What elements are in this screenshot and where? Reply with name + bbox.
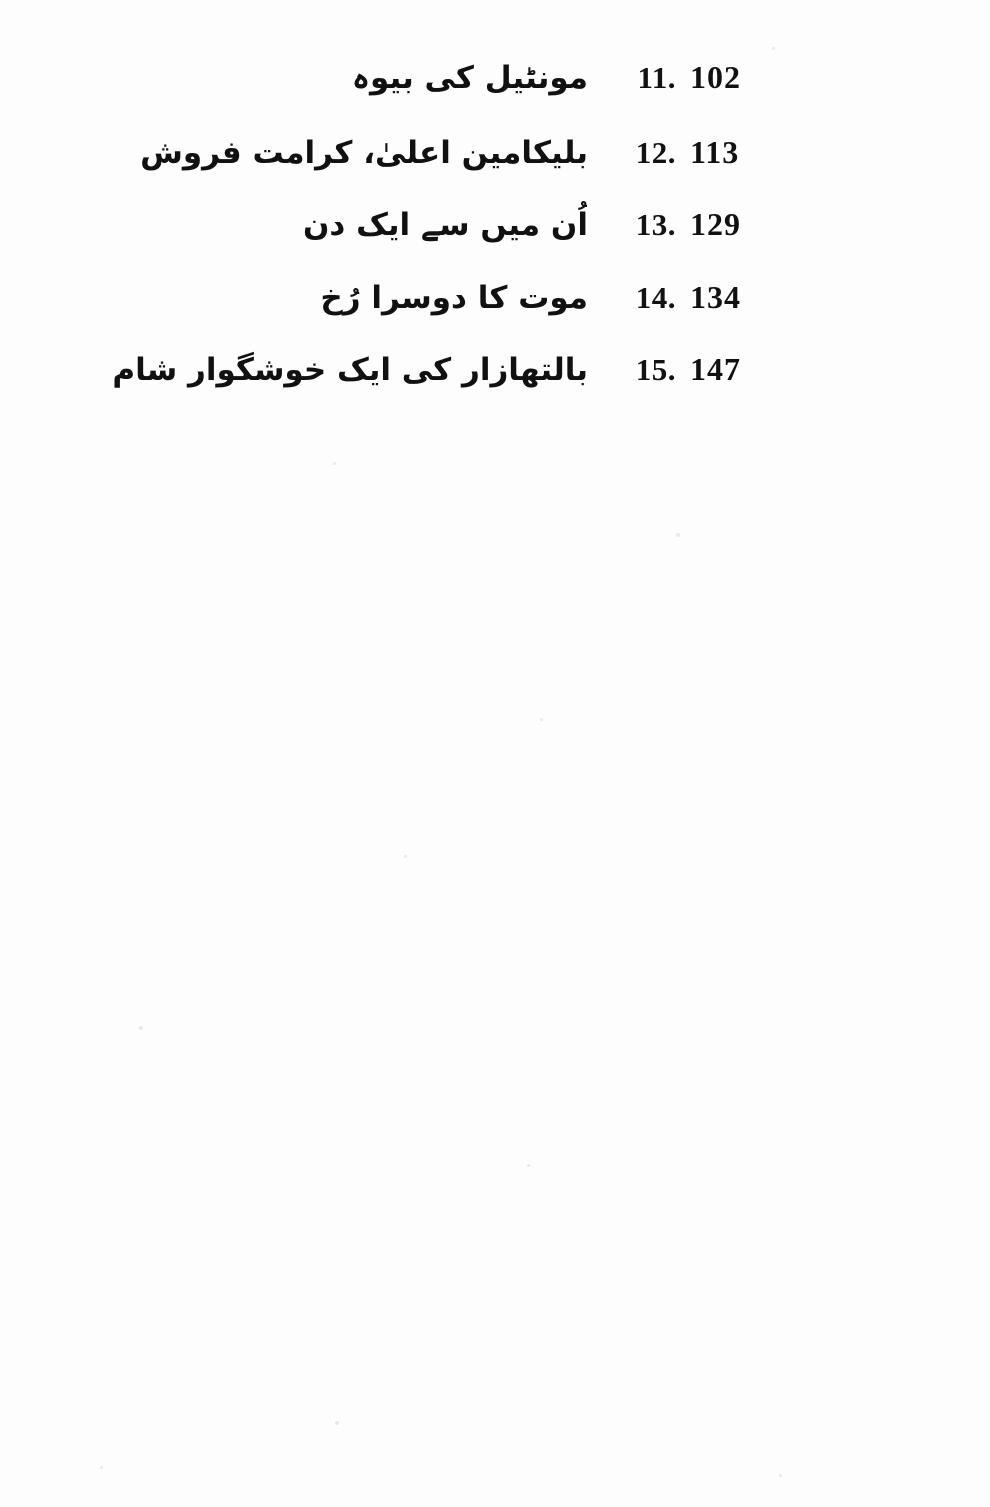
toc-entry-page-number: 134 bbox=[690, 278, 741, 315]
toc-entry bbox=[60, 130, 682, 177]
table-of-contents-row[interactable] bbox=[60, 275, 920, 322]
toc-entry-title: بالتھازار کی ایک خوشگوار شام bbox=[112, 352, 588, 388]
toc-entry bbox=[60, 347, 682, 394]
toc-entry-title: مونٹیل کی بیوہ bbox=[351, 60, 588, 96]
scan-speckle bbox=[335, 1421, 339, 1425]
table-of-contents-row[interactable] bbox=[60, 347, 920, 394]
toc-entry-number: 12. bbox=[635, 134, 676, 170]
toc-entry bbox=[60, 202, 682, 249]
scan-speckle bbox=[676, 533, 680, 537]
scan-speckle bbox=[404, 855, 407, 858]
toc-entry-page-number: 147 bbox=[690, 351, 741, 387]
scan-speckle bbox=[139, 1026, 143, 1030]
toc-entry-number: 11. bbox=[637, 60, 676, 95]
table-of-contents-row[interactable] bbox=[60, 202, 920, 249]
toc-entry bbox=[60, 55, 682, 102]
scan-speckle bbox=[333, 462, 336, 465]
table-of-contents bbox=[0, 55, 990, 394]
scan-speckle bbox=[540, 718, 543, 721]
table-of-contents-row[interactable] bbox=[60, 55, 920, 102]
toc-entry-title: موت کا دوسرا رُخ bbox=[320, 279, 588, 316]
table-of-contents-row[interactable] bbox=[60, 130, 920, 177]
toc-entry-number: 13. bbox=[635, 207, 676, 242]
toc-entry-page-number: 129 bbox=[690, 206, 741, 242]
toc-entry-page-number: 113 bbox=[690, 133, 740, 170]
scan-speckle bbox=[527, 1164, 530, 1167]
scan-speckle bbox=[779, 1474, 782, 1477]
toc-entry-number: 14. bbox=[635, 279, 676, 315]
toc-entry bbox=[60, 275, 682, 322]
toc-entry-page-number: 102 bbox=[690, 59, 741, 95]
toc-entry-number: 15. bbox=[635, 352, 676, 387]
scan-speckle bbox=[772, 47, 775, 50]
toc-entry-title: اُن میں سے ایک دن bbox=[302, 207, 588, 243]
toc-entry-title: بلیکامین اعلیٰ، کرامت فروش bbox=[140, 134, 588, 171]
scan-speckle bbox=[100, 1466, 103, 1469]
